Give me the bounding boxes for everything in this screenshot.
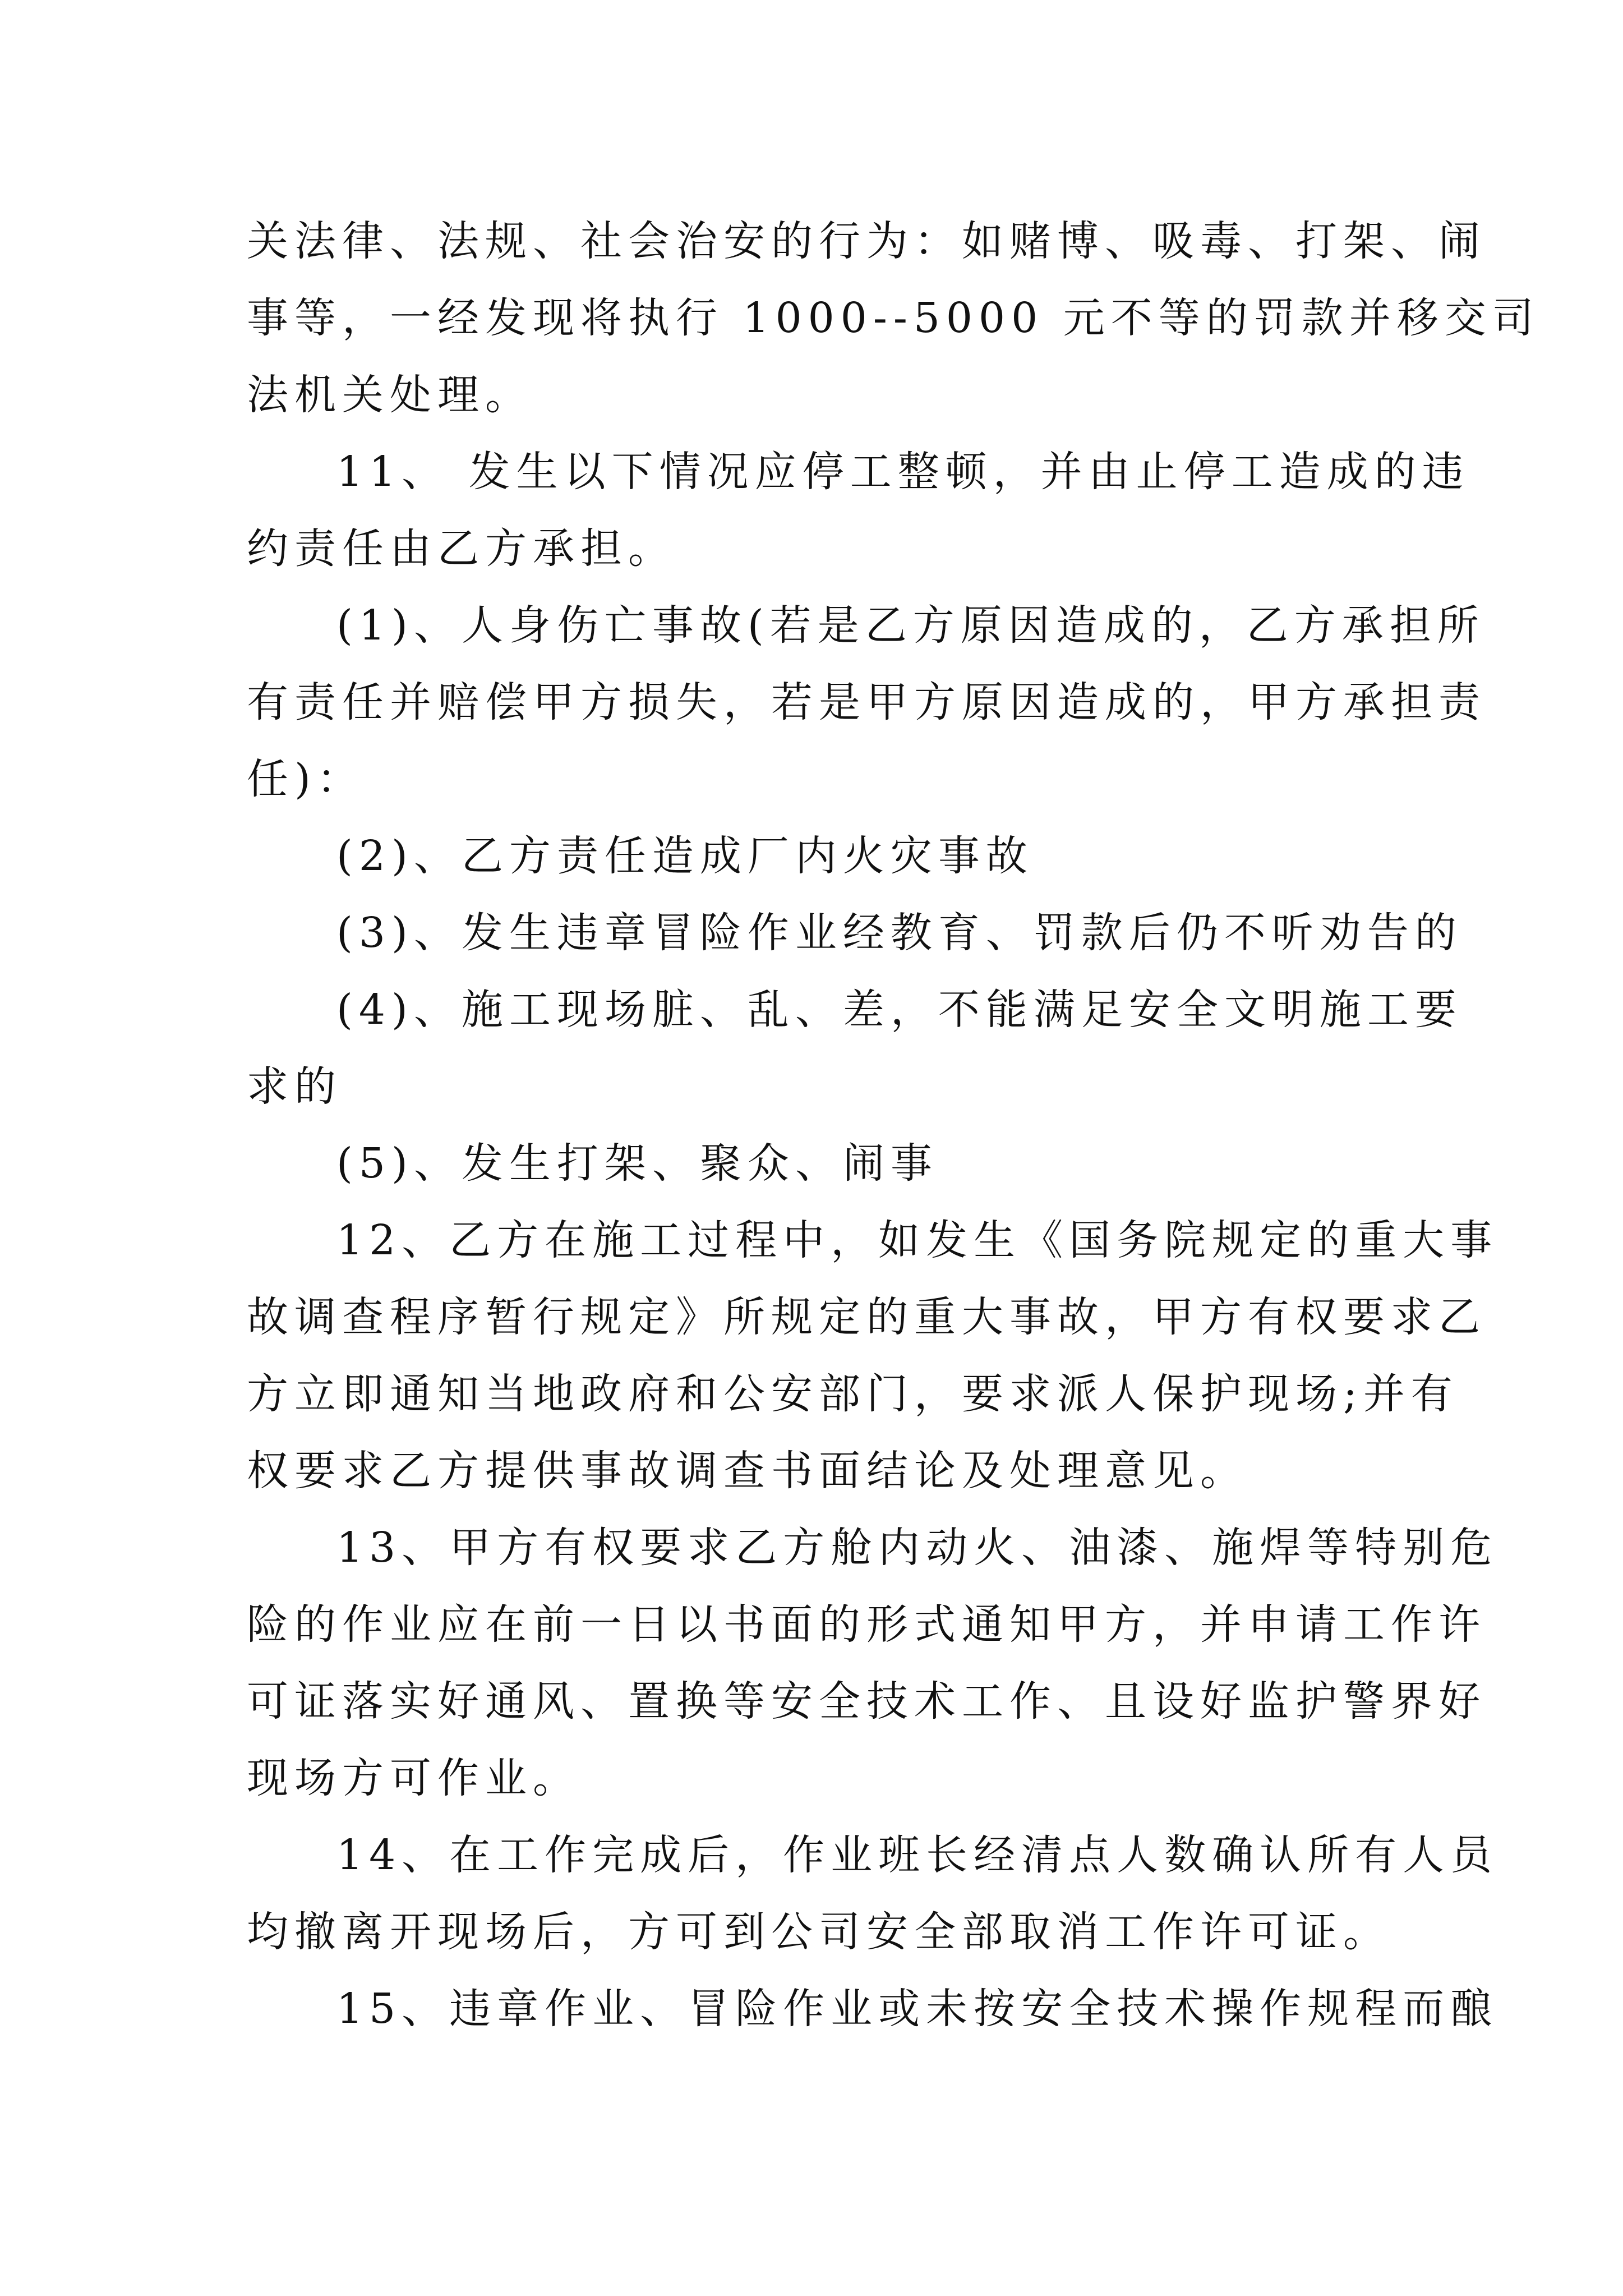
- text-line: 方立即通知当地政府和公安部门，要求派人保护现场;并有: [247, 1370, 1459, 1418]
- text-line: 任)：: [247, 755, 365, 803]
- text-line: 13、甲方有权要求乙方舱内动火、油漆、施焊等特别危: [336, 1524, 1498, 1572]
- text-line: (3)、发生违章冒险作业经教育、罚款后仍不听劝告的: [336, 909, 1463, 957]
- text-line: 12、乙方在施工过程中，如发生《国务院规定的重大事: [336, 1216, 1498, 1264]
- text-line: (1)、人身伤亡事故(若是乙方原因造成的，乙方承担所: [336, 601, 1485, 650]
- text-line: (4)、施工现场脏、乱、差，不能满足安全文明施工要: [336, 986, 1463, 1034]
- text-line: 故调查程序暂行规定》所规定的重大事故，甲方有权要求乙: [247, 1293, 1486, 1341]
- text-line: 求的: [247, 1062, 342, 1111]
- text-line: (5)、发生打架、聚众、闹事: [336, 1139, 938, 1188]
- text-line: 14、在工作完成后，作业班长经清点人数确认所有人员: [336, 1831, 1498, 1879]
- text-line: 有责任并赔偿甲方损失，若是甲方原因造成的，甲方承担责: [247, 678, 1486, 726]
- text-line: 15、违章作业、冒险作业或未按安全技术操作规程而酿: [336, 1985, 1498, 2033]
- text-line: 法机关处理。: [247, 371, 533, 419]
- text-line: (2)、乙方责任造成厂内火灾事故: [336, 832, 1034, 880]
- text-line: 可证落实好通风、置换等安全技术工作、且设好监护警界好: [247, 1677, 1486, 1726]
- text-line: 事等，一经发现将执行 1000--5000 元不等的罚款并移交司: [247, 294, 1540, 342]
- text-line: 均撤离开现场后，方可到公司安全部取消工作许可证。: [247, 1908, 1391, 1956]
- text-line: 险的作业应在前一日以书面的形式通知甲方，并申请工作许: [247, 1600, 1486, 1649]
- text-line: 约责任由乙方承担。: [247, 524, 676, 573]
- text-line: 权要求乙方提供事故调查书面结论及处理意见。: [247, 1447, 1248, 1495]
- text-line: 关法律、法规、社会治安的行为：如赌博、吸毒、打架、闹: [247, 217, 1486, 265]
- text-line: 现场方可作业。: [247, 1754, 580, 1802]
- text-line: 11、 发生以下情况应停工整顿，并由止停工造成的违: [336, 448, 1470, 496]
